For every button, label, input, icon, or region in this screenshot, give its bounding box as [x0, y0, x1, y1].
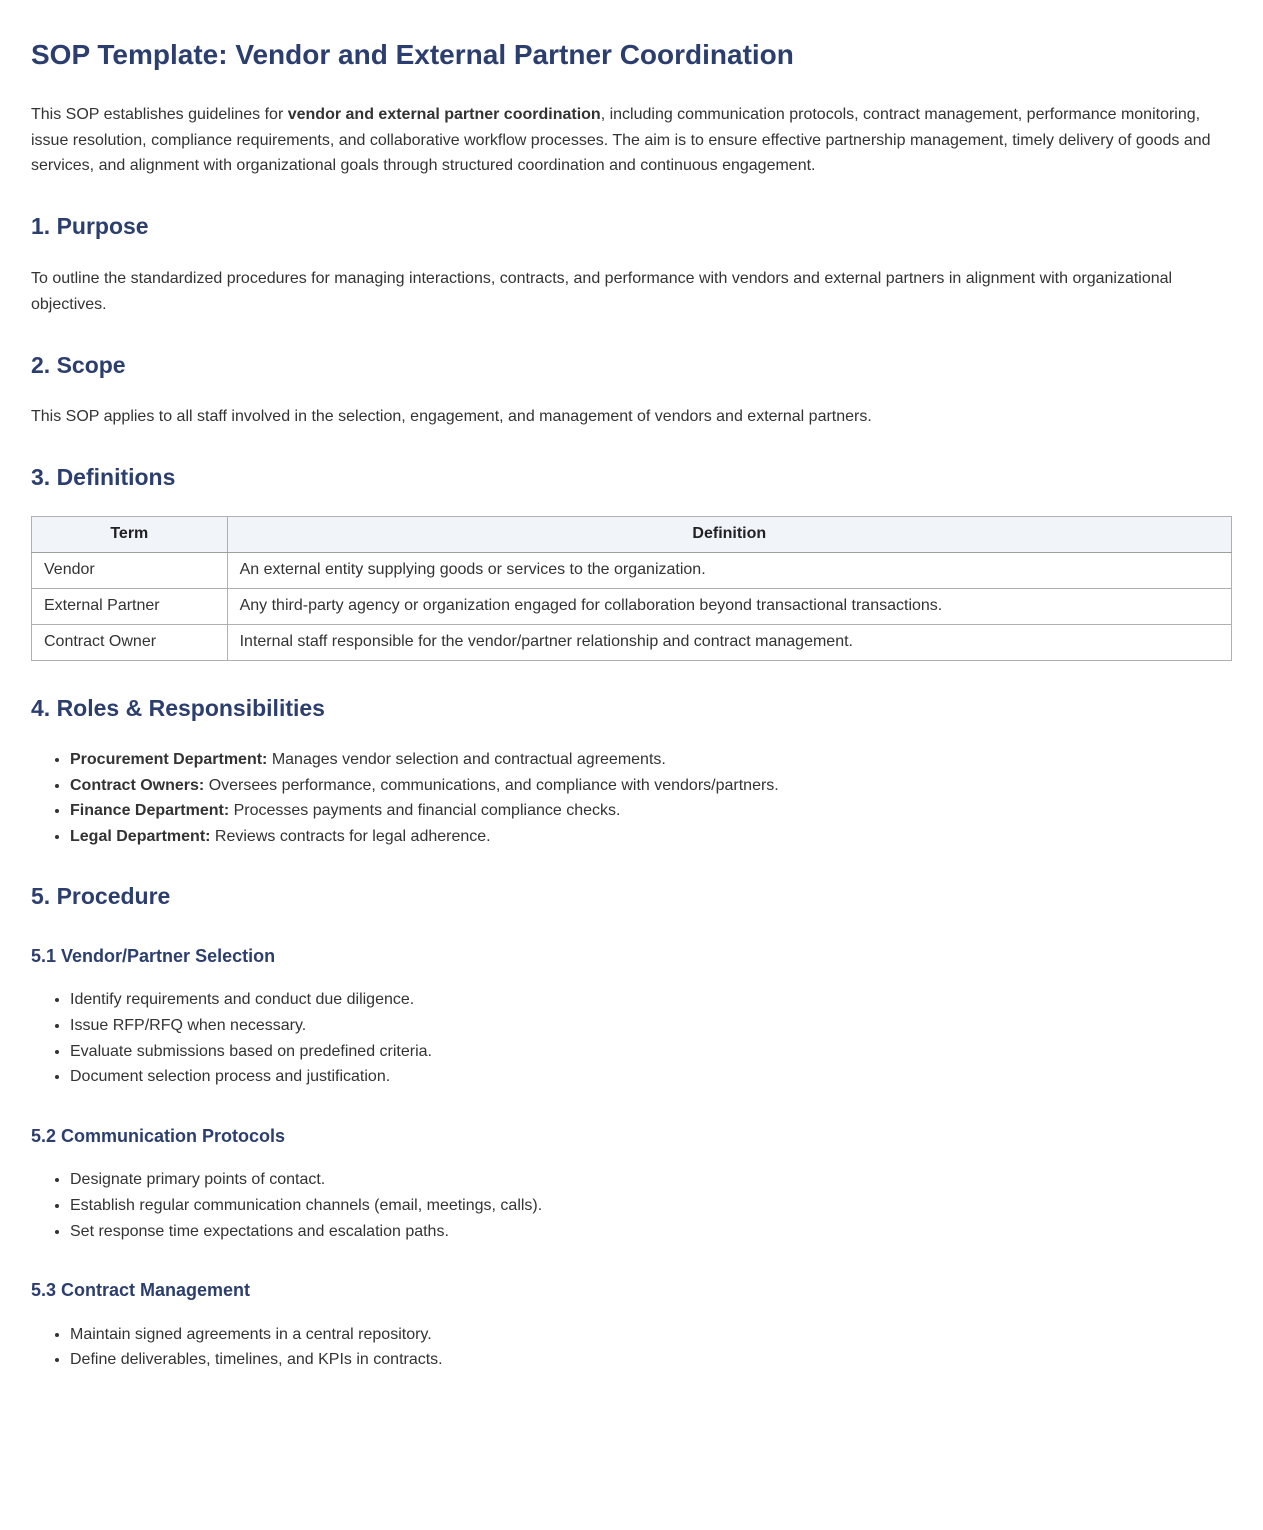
section-heading-scope: 2. Scope [31, 351, 126, 378]
role-name: Procurement Department: [70, 750, 268, 768]
contract-management-list [31, 1322, 1232, 1373]
list-item [70, 798, 1232, 824]
list-item: • Maintain signed agreements in a central repository. [70, 1322, 1232, 1348]
section-heading-purpose: 1. Purpose [31, 213, 149, 240]
role-description: Manages vendor selection and contractual agreements. [267, 750, 666, 768]
scope-paragraph: This SOP applies to all staff involved in the selection, engagement, and management of vendors and external partners. [31, 408, 872, 425]
role-description: Reviews contracts for legal adherence. [210, 827, 491, 845]
vendor-selection-list [31, 987, 1232, 1089]
subsection-heading-communication-protocols: 5.2 Communication Protocols [31, 1125, 286, 1146]
definition-cell: Any third-party agency or organization engaged for collaboration beyond transactional transactions. [227, 588, 1231, 624]
list-item: • Document selection process and justification. [70, 1064, 1232, 1090]
intro-text-after: , including communication protocols, contract management, performance monitoring, issue resolution, compliance requirements, and collaborative workflow processes. The aim is to ensure effective partnership management, timely delivery of goods and services, and alignment with organizational goals through structured coordination and continuous engagement. [31, 105, 1211, 175]
list-item: • Set response time expectations and escalation paths. [70, 1219, 1232, 1245]
intro-bold-phrase: vendor and external partner coordination [287, 105, 601, 123]
table-row [32, 553, 1232, 589]
list-item [70, 773, 1232, 799]
role-name: Contract Owners: [70, 776, 205, 794]
definition-cell: An external entity supplying goods or services to the organization. [227, 553, 1231, 589]
section-heading-definitions: 3. Definitions [31, 463, 176, 490]
role-name: Legal Department: [70, 827, 211, 845]
term-cell: External Partner [32, 588, 228, 624]
roles-list [31, 747, 1232, 849]
table-row [32, 624, 1232, 660]
table-header-definition: Definition [227, 517, 1231, 553]
term-cell: Vendor [32, 553, 228, 589]
intro-text-before: This SOP establishes guidelines for [31, 105, 288, 123]
purpose-paragraph: To outline the standardized procedures for managing interactions, contracts, and performance with vendors and external partners in alignment with organizational objectives. [31, 269, 1173, 313]
definitions-table [31, 516, 1232, 660]
table-row [32, 588, 1232, 624]
role-description: Processes payments and financial compliance checks. [229, 802, 621, 820]
list-item: • Designate primary points of contact. [70, 1167, 1232, 1193]
definition-cell: Internal staff responsible for the vendor/partner relationship and contract management. [227, 624, 1231, 660]
section-heading-roles: 4. Roles & Responsibilities [31, 694, 325, 721]
role-name: Finance Department: [70, 802, 230, 820]
list-item: • Issue RFP/RFQ when necessary. [70, 1013, 1232, 1039]
list-item: • Define deliverables, timelines, and KPIs in contracts. [70, 1347, 1232, 1373]
list-item: • Identify requirements and conduct due diligence. [70, 987, 1232, 1013]
list-item [70, 747, 1232, 773]
table-header-row [32, 517, 1232, 553]
list-item [70, 824, 1232, 850]
document-title: SOP Template: Vendor and External Partner Coordination [31, 39, 794, 70]
subsection-heading-contract-management: 5.3 Contract Management [31, 1280, 251, 1301]
intro-paragraph [31, 102, 1232, 180]
subsection-heading-vendor-selection: 5.1 Vendor/Partner Selection [31, 945, 276, 966]
communication-protocols-list [31, 1167, 1232, 1244]
term-cell: Contract Owner [32, 624, 228, 660]
section-heading-procedure: 5. Procedure [31, 883, 171, 910]
table-header-term: Term [32, 517, 228, 553]
list-item: • Establish regular communication channels (email, meetings, calls). [70, 1193, 1232, 1219]
list-item: • Evaluate submissions based on predefined criteria. [70, 1039, 1232, 1065]
role-description: Oversees performance, communications, and compliance with vendors/partners. [204, 776, 779, 794]
